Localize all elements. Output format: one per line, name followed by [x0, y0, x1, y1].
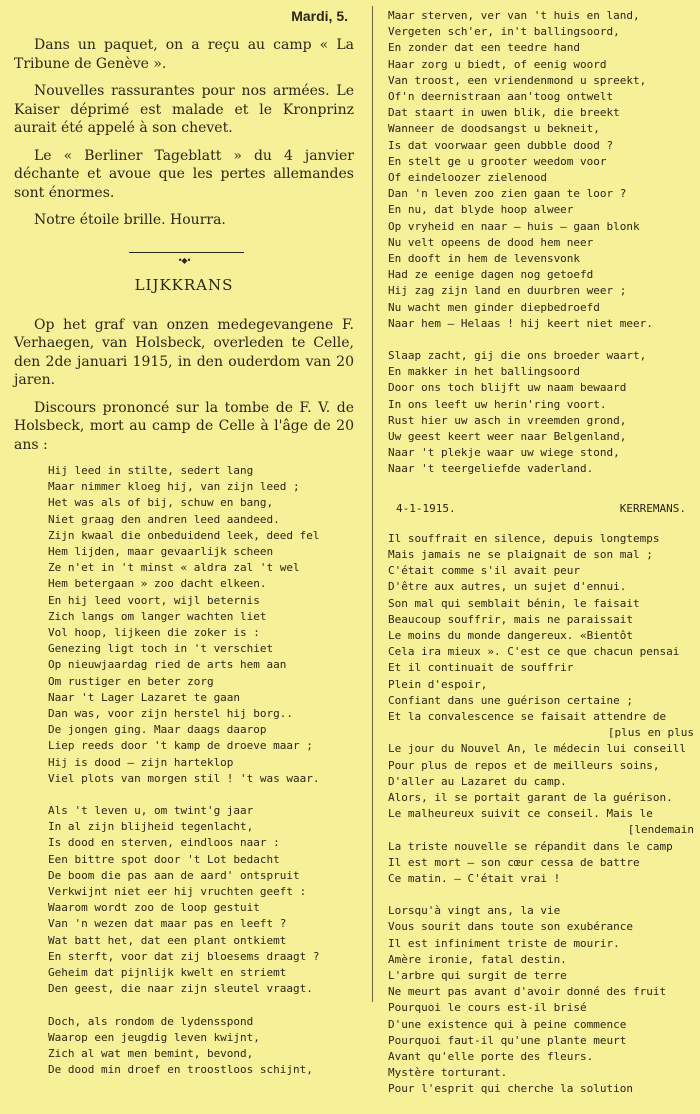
- poem-line: Waarop een jeugdig leven kwijnt,: [48, 1030, 260, 1044]
- poem-line: De boom die pas aan de aard' ontspruit: [48, 868, 300, 882]
- dutch-poem-part-2: [388, 8, 694, 494]
- poem-line: Et il continuait de souffrir: [388, 661, 574, 675]
- poem-line: Ce matin. — C'était vrai !: [388, 871, 561, 885]
- poem-line: In al zijn blijheid tegenlacht,: [48, 820, 254, 834]
- poem-title: LIJKKRANS: [134, 275, 234, 294]
- poem-line: Il est infiniment triste de mourir.: [388, 936, 620, 950]
- poem-line: Le malheureux suivit ce conseil. Mais le: [388, 807, 653, 821]
- poem-stanza: [388, 531, 694, 887]
- poem-line: L'arbre qui surgit de terre: [388, 968, 567, 982]
- poem-line: Vergeten sch'er, in't ballingsoord,: [388, 25, 620, 39]
- poem-line: Had ze eenige dagen nog getoefd: [388, 268, 594, 282]
- poem-line: Pourquoi le cours est-il brisé: [388, 1001, 587, 1015]
- poem-line: Maar sterven, ver van 't huis en land,: [388, 9, 640, 22]
- poem-line: Is dat voorwaar geen dubble dood ?: [388, 138, 614, 152]
- poem-stanza: [388, 903, 694, 1097]
- poem-line: Slaap zacht, gij die ons broeder waart,: [388, 349, 647, 363]
- poem-line: Doch, als rondom de lydensspond: [48, 1014, 254, 1028]
- poem-line: Van 'n wezen dat maar pas en leeft ?: [48, 917, 287, 931]
- poem-line: Waarom wordt zoo de loop gestuit: [48, 901, 260, 915]
- dutch-poem-part-1: [48, 463, 354, 1078]
- poem-line: Het was als of bij, schuw en bang,: [48, 496, 274, 510]
- poem-line: Alors, il se portait garant de la guérison.: [388, 790, 673, 804]
- poem-line: Le jour du Nouvel An, le médecin lui conseill: [388, 742, 687, 756]
- poem-line: Pourquoi faut-il qu'une plante meurt: [388, 1033, 627, 1047]
- poem-line: Maar nimmer kloeg hij, van zijn leed ;: [48, 480, 300, 494]
- ornament-glyph: •◆•: [174, 256, 195, 265]
- poem-line: Et la convalescence se faisait attendre de: [388, 709, 667, 723]
- poem-line: Geheim dat pijnlijk kwelt en striemt: [48, 966, 287, 980]
- poem-line: Zich langs om langer wachten liet: [48, 609, 267, 623]
- poem-line: Hij is dood — zijn harteklop: [48, 755, 234, 769]
- poem-line: [plus en plus: [607, 726, 694, 740]
- poem-line: En sterft, voor dat zij bloesems draagt ?: [48, 949, 320, 963]
- poem-line: Plein d'espoir,: [388, 677, 488, 691]
- poem-line: En nu, dat blyde hoop alweer: [388, 203, 574, 217]
- dedication: Op het graf van onzen medegevangene F. Verhaegen, van Holsbeck, overleden te Celle, den 2de januari 1915, in den ouderdom van 20 jaren.: [14, 316, 354, 388]
- poem-line: Pour l'esprit qui cherche la solution: [388, 1082, 634, 1096]
- poem-line: D'aller au Lazaret du camp.: [388, 774, 567, 788]
- poem-line: C'était comme s'il avait peur: [388, 564, 581, 578]
- poem-line: Den geest, die naar zijn sleutel vraagt.: [48, 982, 313, 996]
- poem-line: Le moins du monde dangereux. «Bientôt: [388, 628, 634, 642]
- right-column: [388, 8, 694, 1114]
- signature-date: 4-1-1915.: [396, 501, 456, 515]
- poem-stanza: [388, 8, 694, 332]
- poem-line: Zich al wat men bemint, bevond,: [48, 1046, 254, 1060]
- news-paragraph: Le « Berliner Tageblatt » du 4 janvier déchante et avoue que les pertes allemandes sont énormes.: [14, 147, 354, 201]
- poem-line: Haar zorg u biedt, of eenig woord: [388, 57, 607, 71]
- poem-line: Hem betergaan » zoo dacht elkeen.: [48, 577, 267, 591]
- poem-line: Confiant dans une guérison certaine ;: [388, 693, 634, 707]
- poem-line: Wanneer de doodsangst u bekneit,: [388, 122, 600, 136]
- poem-line: Een bittre spot door 't Lot bedacht: [48, 852, 280, 866]
- poem-line: Is dood en sterven, eindloos naar :: [48, 836, 280, 850]
- poem-line: Door ons toch blijft uw naam bewaard: [388, 381, 627, 395]
- signature-name: KERREMANS.: [619, 501, 686, 515]
- news-paragraph: Dans un paquet, on a reçu au camp « La Tribune de Genève ».: [14, 37, 354, 72]
- poem-line: Nu velt opeens de dood hem neer: [388, 235, 594, 249]
- discours-caption: Discours prononcé sur la tombe de F. V. de Holsbeck, mort au camp de Celle à l'âge de 20 ans :: [14, 399, 354, 453]
- poem-line: En dooft in hem de levensvonk: [388, 252, 581, 266]
- poem-line: In ons leeft uw herin'ring voort.: [388, 397, 607, 411]
- news-paragraph: Notre étoile brille. Hourra.: [34, 212, 226, 228]
- poem-signature: [396, 502, 686, 515]
- poem-line: En hij leed voort, wijl beternis: [48, 593, 260, 607]
- poem-line: Viel plots van morgen stil ! 't was waar.: [48, 771, 320, 785]
- poem-line: Cela ira mieux ». C'est ce que chacun pensai: [388, 645, 680, 659]
- poem-line: Il souffrait en silence, depuis longtemps: [388, 531, 660, 545]
- news-paragraphs: [14, 36, 354, 230]
- poem-line: Naar 't Lager Lazaret te gaan: [48, 690, 241, 704]
- poem-line: Als 't leven u, om twint'g jaar: [48, 804, 254, 818]
- poem-line: Hem lijden, maar gevaarlijk scheen: [48, 545, 274, 559]
- french-poem: [388, 531, 694, 1114]
- poem-line: Amère ironie, fatal destin.: [388, 952, 567, 966]
- poem-line: Beaucoup souffrir, mais ne paraissait: [388, 612, 634, 626]
- news-paragraph: Nouvelles rassurantes pour nos armées. Le Kaiser déprimé est malade et le Kronprinz aurait été appelé à son chevet.: [14, 83, 354, 136]
- page-date: Mardi, 5.: [291, 8, 348, 24]
- poem-intro: [14, 316, 354, 455]
- poem-line: Zijn kwaal die onbeduidend leek, deed fel: [48, 528, 320, 542]
- poem-line: De dood min droef en troostloos schijnt,: [48, 1063, 313, 1077]
- poem-line: [lendemain: [627, 823, 694, 837]
- poem-line: Pour plus de repos et de meilleurs soins,: [388, 758, 660, 772]
- poem-line: Lorsqu'à vingt ans, la vie: [388, 904, 561, 918]
- poem-line: Hij zag zijn land en duurbren weer ;: [388, 284, 627, 298]
- poem-stanza: [48, 803, 354, 997]
- poem-line: Son mal qui semblait bénin, le faisait: [388, 596, 640, 610]
- poem-line: Van troost, een vriendenmond u spreekt,: [388, 73, 647, 87]
- poem-line: Ze n'et in 't minst « aldra zal 't wel: [48, 561, 300, 575]
- poem-line: Wat batt het, dat een plant ontkiemt: [48, 933, 287, 947]
- poem-line: De jongen ging. Maar daags daarop: [48, 723, 267, 737]
- poem-stanza: [48, 1014, 354, 1079]
- left-column: [14, 8, 354, 1094]
- poem-line: La triste nouvelle se répandit dans le camp: [388, 839, 673, 853]
- poem-line: D'être aux autres, un sujet d'ennui.: [388, 580, 627, 594]
- poem-line: Naar 't teergeliefde vaderland.: [388, 462, 594, 476]
- poem-line: Om rustiger en beter zorg: [48, 674, 214, 688]
- poem-line: Op nieuwjaardag ried de arts hem aan: [48, 658, 287, 672]
- ornament-rule: [129, 252, 244, 253]
- poem-line: Il est mort — son cœur cessa de battre: [388, 855, 640, 869]
- poem-line: Rust hier uw asch in vreemden grond,: [388, 413, 627, 427]
- poem-line: Naar hem — Helaas ! hij keert niet meer.: [388, 316, 653, 330]
- poem-line: En makker in het ballingsoord: [388, 365, 581, 379]
- poem-line: Op vryheid en naar — huis — gaan blonk: [388, 219, 640, 233]
- poem-line: Vol hoop, lijkeen die zoker is :: [48, 626, 260, 640]
- poem-line: Naar 't plekje waar uw wiege stond,: [388, 446, 620, 460]
- section-ornament: [14, 248, 354, 265]
- poem-line: Ne meurt pas avant d'avoir donné des fruit: [388, 985, 667, 999]
- poem-line: Of eindeloozer zielenood: [388, 171, 547, 185]
- poem-line: D'une existence qui à peine commence: [388, 1017, 627, 1031]
- poem-line: Genezing ligt toch in 't verschiet: [48, 642, 274, 656]
- poem-line: Avant qu'elle porte des fleurs.: [388, 1049, 594, 1063]
- poem-line: En zonder dat een teedre hand: [388, 41, 581, 55]
- poem-line: Verkwijnt niet eer hij vruchten geeft :: [48, 885, 307, 899]
- poem-line: Vous sourit dans toute son exubérance: [388, 920, 634, 934]
- poem-line: Hij leed in stilte, sedert lang: [48, 464, 254, 477]
- poem-line: Mystère torturant.: [388, 1066, 508, 1080]
- column-divider: [372, 6, 373, 1002]
- poem-line: Dat staart in uwen blik, die breekt: [388, 106, 620, 120]
- poem-line: Dan 'n leven zoo zien gaan te loor ?: [388, 187, 627, 201]
- poem-line: Of'n deernistraan aan'toog ontwelt: [388, 90, 614, 104]
- poem-line: Niet graag den andren leed aandeed.: [48, 512, 280, 526]
- poem-line: Mais jamais ne se plaignait de son mal ;: [388, 547, 653, 561]
- poem-line: Nu wacht men ginder diepbedroefd: [388, 300, 600, 314]
- poem-stanza: [48, 463, 354, 787]
- poem-line: En stelt ge u grooter weedom voor: [388, 154, 607, 168]
- poem-line: Uw geest keert weer naar Belgenland,: [388, 430, 627, 444]
- poem-line: Dan was, voor zijn herstel hij borg..: [48, 707, 294, 721]
- poem-line: Liep reeds door 't kamp de droeve maar ;: [48, 739, 313, 753]
- poem-stanza: [388, 348, 694, 478]
